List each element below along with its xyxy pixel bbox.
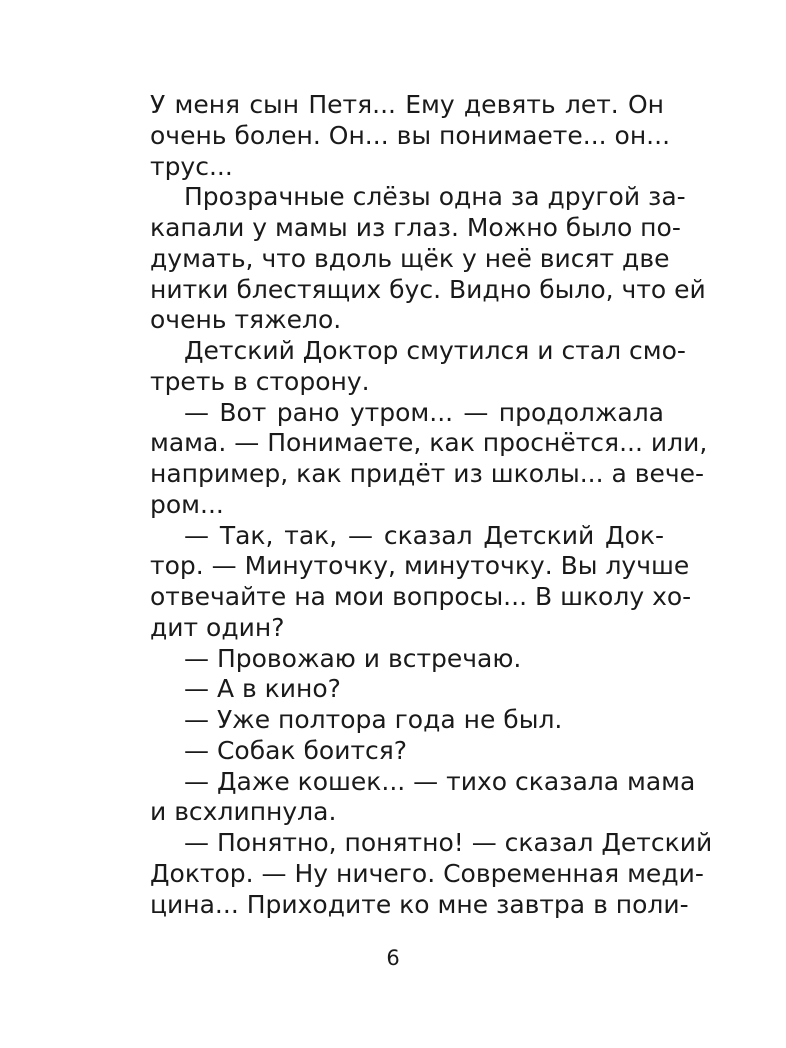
text-line: отвечайте на мои вопросы... В школу хо- bbox=[150, 582, 692, 611]
text-line: нитки блестящих бус. Видно было, что ей bbox=[150, 274, 706, 304]
text-line: тор. — Минуточку, минуточку. Вы лучше bbox=[150, 551, 690, 581]
page-number: 6 bbox=[386, 946, 400, 970]
text-line: треть в сторону. bbox=[150, 366, 370, 396]
text-line: трус... bbox=[150, 151, 233, 181]
text-line: — Даже кошек... — тихо сказала мама bbox=[184, 766, 696, 796]
text-line: очень тяжело. bbox=[150, 305, 342, 335]
text-line: и всхлипнула. bbox=[150, 797, 337, 827]
text-line: Прозрачные слёзы одна за другой за- bbox=[184, 182, 686, 212]
text-line: Доктор. — Ну ничего. Современная меди- bbox=[150, 858, 704, 888]
text-line: цина... Приходите ко мне завтра в поли- bbox=[150, 889, 689, 919]
page-text bbox=[150, 90, 713, 920]
text-line: — Вот рано утром... — продолжала bbox=[184, 397, 664, 427]
text-line: капали у мамы из глаз. Можно было по- bbox=[150, 213, 681, 242]
text-line: мама. — Понимаете, как проснётся... или, bbox=[150, 428, 708, 458]
text-line: например, как придёт из школы... а вече- bbox=[150, 459, 705, 488]
text-line: У меня сын Петя... Ему девять лет. Он bbox=[150, 90, 664, 119]
text-line: очень болен. Он... вы понимаете... он... bbox=[150, 120, 671, 150]
text-line: — Уже полтора года не был. bbox=[184, 705, 563, 734]
text-line: думать, что вдоль щёк у неё висят две bbox=[150, 243, 670, 273]
text-line: — А в кино? bbox=[184, 674, 341, 704]
text-line: ром... bbox=[150, 489, 224, 519]
text-line: — Собак боится? bbox=[184, 735, 408, 765]
text-line: дит один? bbox=[150, 612, 285, 642]
text-line: — Понятно, понятно! — сказал Детский bbox=[184, 828, 713, 857]
text-line: — Так, так, — сказал Детский Док- bbox=[184, 520, 664, 550]
text-line: Детский Доктор смутился и стал смо- bbox=[184, 336, 686, 365]
text-line: — Провожаю и встречаю. bbox=[184, 643, 522, 673]
